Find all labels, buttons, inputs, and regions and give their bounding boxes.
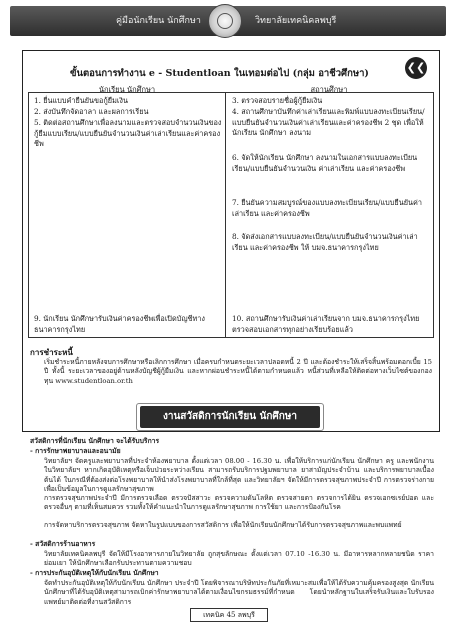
column-head-student: นักเรียน นักศึกษา: [98, 85, 156, 94]
step-item: 6. จัดให้นักเรียน นักศึกษา ลงนามในเอกสารแบบลงทะเบียนเรียน/แบบยืนยันจำนวนเงิน ค่าเล่าเรียน และค่าครองชีพ: [232, 153, 418, 173]
welfare-intro: สวัสดิการที่นักเรียน นักศึกษา จะได้รับบริการ: [30, 437, 160, 445]
repay-body: เริ่มชำระหนี้ภายหลังจบการศึกษาหรือเลิกการศึกษา เมื่อครบกำหนดระยะเวลาปลอดหนี้ 2 ปี และต้องชำระให้เสร็จสิ้นพร้อมดอกเบี้ย 15 ปี ทั้งนี้ ระยะเวลาของอยู่ด้านหลังบัญชีผู้กู้ยืมเงิน และหากผ่อนชำระหนี้ได้ตามกำหนดแล้ว หนี้ส่วนที่เหลือให้ติดต่อทางเว็บไซต์ของกองทุน www.studentloan.or.th: [44, 358, 432, 385]
step-item: 2. ส่งบันทึกจัดอาลา และผลการเรียน: [34, 107, 149, 116]
health-body-2: การตรวจสุขภาพประจำปี มีการตรวจเลือด ตรวจปัสสาวะ ตรวจความดันโลหิต ตรวจสายตา ตรวจการได้ยิน ตรวจเอกซเรย์ปอด และตรวจอื่นๆ ตามที่เห็นสมควร รวมทั้งให้คำแนะนำในการดูแลรักษาสุขภาพ การใช้ยา และการป้องกันโรค: [44, 494, 434, 512]
step-item: 8. จัดส่งเอกสารแบบลงทะเบียน/แบบยืนยันจำนวนเงินค่าเล่าเรียน และค่าครองชีพ ให้ บมจ.ธนาคารกรุงไทย: [232, 232, 418, 252]
header-left-title: คู่มือนักเรียน นักศึกษา: [116, 16, 201, 26]
step-item: 5. ติดต่อสถานศึกษาเพื่อลงนามและตรวจสอบจำนวนเงินของกู้ยืมแบบเรียน/แบบยืนยันจำนวนเงินค่าเล่าเรียนและค่าครองชีพ: [34, 118, 222, 149]
food-title: - สวัสดิการร้านอาหาร: [30, 540, 96, 548]
step-item: 7. ยืนยันความสมบูรณ์ของแบบลงทะเบียนเรียน/แบบยืนยันค่าเล่าเรียน และค่าครองชีพ: [232, 198, 422, 218]
food-body: วิทยาลัยเทคนิคลพบุรี จัดให้มีโรงอาหารภายในวิทยาลัย ถูกสุขลักษณะ ตั้งแต่เวลา 07.10 -16.30 น. มีอาหารหลากหลายชนิด ราคาย่อมเยา ให้นักศึกษาเลือกรับประทานตามความชอบ: [44, 550, 434, 568]
step-item: 9. นักเรียน นักศึกษารับเงินค่าครองชีพเพื่อเปิดบัญชีทางธนาคารกรุงไทย: [34, 314, 205, 334]
accident-body: จัดทำประกันอุบัติเหตุให้กับนักเรียน นักศึกษา ประจำปี โดยพิจารณาบริษัทประกันภัยที่เหมาะสมเพื่อให้ได้รับความคุ้มครองสูงสุด นักเรียน นักศึกษาที่ได้รับอุบัติเหตุสามารถเบิกค่ารักษาพยาบาลได้ตามเงื่อนไขกรมธรรม์ที่กำหนด โดยนำหลักฐานใบเสร็จรับเงินและใบรับรองแพทย์มาติดต่อที่งานสวัสดิการ: [44, 579, 434, 606]
step-item: 3. ตรวจสอบรายชื่อผู้กู้ยืมเงิน: [232, 96, 323, 105]
welfare-banner: งานสวัสดิการนักเรียน นักศึกษา: [140, 406, 320, 428]
footer-label: เทคนิค: [203, 611, 225, 619]
step-item: 1. ยื่นแบบคำยืนยันขอกู้ยืมเงิน: [34, 96, 128, 105]
health-body: วิทยาลัยฯ จัดครูและพยาบาลที่ประจำห้องพยาบาล ตั้งแต่เวลา 08.00 - 16.30 น. เพื่อให้บริการแก่นักเรียน นักศึกษา ครู และพนักงานในวิทยาลัยฯ หากเกิดอุบัติเหตุหรือเจ็บป่วยระหว่างเรียน สามารถรับบริการปฐมพยาบาล ยาสามัญประจำบ้าน และบริการพยาบาลเบื้องต้นได้ ในกรณีที่ต้องส่งต่อโรงพยาบาลให้นำส่งโรงพยาบาลที่ใกล้ที่สุด และวิทยาลัยฯ จัดให้มีการตรวจสุขภาพประจำปี การตรวจร่างกาย เพื่อเป็นข้อมูลในการดูแลรักษาสุขภาพ: [44, 457, 434, 494]
table-divider: [225, 92, 226, 338]
college-logo: [208, 4, 242, 38]
steps-title: ขั้นตอนการทำงาน e - Studentloan ในเทอมต่อไป (กลุ่ม อาชีวศึกษา): [70, 68, 369, 79]
health-title: - การรักษาพยาบาลและอนามัย: [30, 447, 121, 455]
back-icon[interactable]: ❮❮: [405, 57, 427, 79]
column-head-school: สถานศึกษา: [310, 85, 348, 94]
step-item: 4. สถานศึกษาบันทึกค่าเล่าเรียนและพิมพ์แบบลงทะเบียนเรียน/แบบยืนยันจำนวนเงินค่าเล่าเรียนและค่าครองชีพ 2 ชุด เพื่อให้นักเรียน นักศึกษา ลงนาม: [232, 107, 425, 138]
repay-title: การชำระหนี้: [30, 347, 73, 357]
step-item: 10. สถานศึกษารับเงินค่าเล่าเรียนจาก บมจ.ธนาคารกรุงไทย ตรวจสอบเอกสารทุกอย่างเรียบร้อยแล้ว: [232, 314, 420, 334]
page-footer: [190, 608, 268, 622]
page-number: 45: [226, 611, 236, 619]
health-body-3: การจัดหาบริการตรวจสุขภาพ จัดหาในรูปแบบของการสวัสดิการ เพื่อให้นักเรียนนักศึกษาได้รับการตรวจสุขภาพและพบแพทย์: [44, 521, 402, 529]
accident-title: - การประกันอุบัติเหตุให้กับนักเรียน นักศึกษา: [30, 569, 159, 577]
page-header: [0, 0, 456, 46]
footer-suffix: ลพบุรี: [237, 611, 255, 619]
header-right-title: วิทยาลัยเทคนิคลพบุรี: [255, 16, 337, 26]
